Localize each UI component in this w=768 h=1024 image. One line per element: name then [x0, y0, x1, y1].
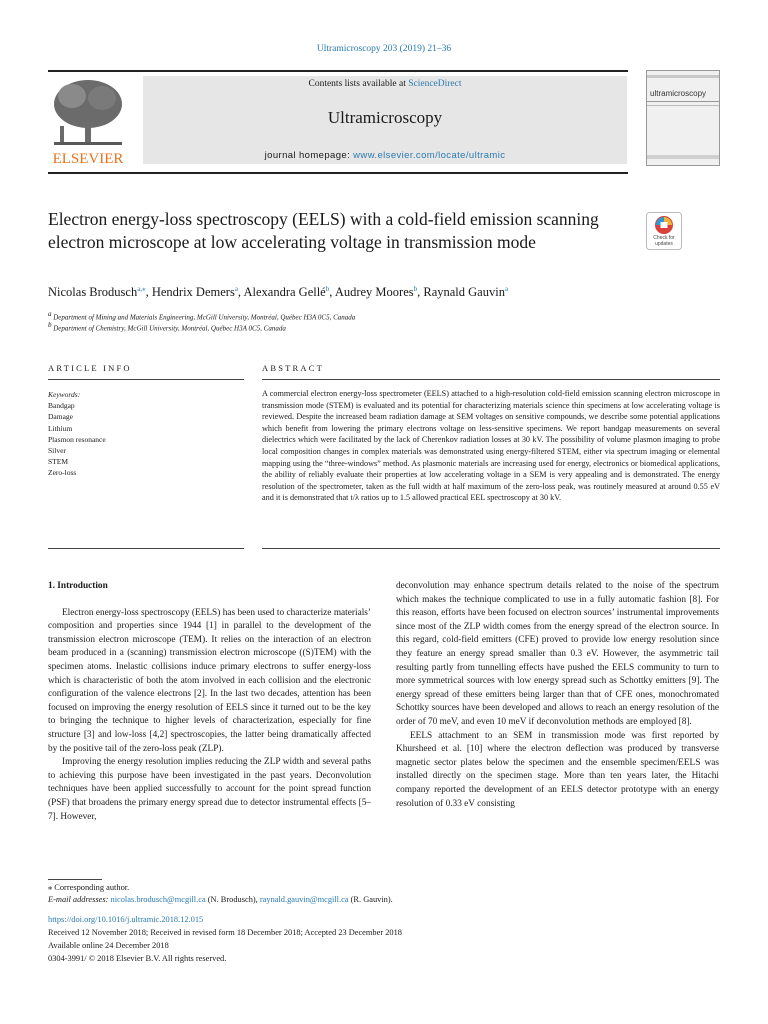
- journal-name[interactable]: Ultramicroscopy: [327, 108, 443, 127]
- affiliation: $^a$ Department of Mining and Materials Engineering, McGill University, Montréal, Québec H3A 0C5, Canada: [48, 310, 356, 322]
- cover-bar: [647, 155, 719, 159]
- abstract-text: A commercial electron energy-loss spectrometer (EELS) attached to a high-resolution cold-field emission scanning electron microscope in transmission mode (STEM) is evaluated and its potential for characterizing materials science thin specimens at low accelerating voltage is reviewed. Despite the increased beam radiation damage at SEM voltages on sensitive compounds, we describe some potential applications which benefit from lowering the primary electrons voltage on less-sensitive specimens. We report bandgap measurements on several dielectrics which were facilitated by the lack of Cherenkov radiation losses at 30 kV. The possibility of volume plasmon imaging to probe local composition changes in complex materials was demonstrated using energy-filtered STEM, either via spectrum imaging or elemental mapping using the “three-windows” method. As plasmonic materials are increasing used for energy, electronics or biomedical applications, the ability of reliably evaluate their properties at low accelerating voltage in a SEM is very appealing and is demonstrated. The energy resolution of the spectrometer, taken as the full width at half maximum of the zero-loss peak, was routinely measured at around 0.55 eV and it is demonstrated that t/λ ratios up to 1.5 allowed practical EEL spectroscopy at 30 kV.: [262, 389, 720, 503]
- homepage-link[interactable]: www.elsevier.com/locate/ultramic: [353, 150, 506, 161]
- affiliation: $^b$ Department of Chemistry, McGill University, Montréal, Québec H3A 0C5, Canada: [48, 321, 286, 333]
- sciencedirect-link[interactable]: ScienceDirect: [408, 79, 462, 89]
- abstract-heading: ABSTRACT: [262, 363, 324, 373]
- email-link[interactable]: nicolas.brodusch@mcgill.ca: [110, 895, 206, 904]
- cover-rule: [647, 105, 719, 106]
- corresponding-author-note: ⁎ Corresponding author.: [48, 883, 130, 892]
- body-right-column: [396, 580, 719, 811]
- author[interactable]: Nicolas Brodusch$^{a,⁎}$: [48, 285, 146, 300]
- elsevier-logo[interactable]: [48, 74, 128, 168]
- journal-citation-link[interactable]: Ultramicroscopy 203 (2019) 21–36: [316, 44, 452, 54]
- footnote-rule: [48, 879, 102, 880]
- keyword: Zero-loss: [48, 468, 77, 478]
- journal-homepage: [143, 150, 627, 161]
- author[interactable]: Audrey Moores$^b$: [334, 285, 418, 300]
- header-bottom-rule: [48, 172, 628, 174]
- keyword: Plasmon resonance: [48, 434, 106, 444]
- contents-line: [143, 79, 627, 89]
- keyword: STEM: [48, 457, 69, 467]
- divider: [262, 379, 720, 380]
- keyword: Bandgap: [48, 401, 75, 411]
- paragraph: EELS attachment to an SEM in transmission mode was first reported by Khursheed et al. [10] where the electron deflection was produced by transverse magnetic sector plates below the specimen and the ensemble specimen/EELS was installed directly on the specimen stage. More than ten years later, the Hitachi company reported the development of an EELS detector prototype with an energy resolution of 0.33 eV consisting: [396, 730, 719, 809]
- paragraph: Electron energy-loss spectroscopy (EELS) has been used to characterize materials’ composition and properties since 1944 [1] in parallel to the development of the transmission electron microscope (TEM). It relies on the interaction of an electron beam produced in a (scanning) transmission electron microscope ((S)TEM) with the specimen atoms. Inelastic collisions induce primary electrons to suffer energy-loss which is characteristic of both the atom involved in each collision and the electronic configuration of the valence electrons [2]. In the last two decades, attention has been focused on improving the energy resolution of EELS since it turned out to be the key to bringing the technique to higher levels of characterization, especially for fine structure [3] and low-loss [4,2] spectroscopies, the latter being dramatically affected by the positive tail of the zero-loss peak (ZLP).: [48, 607, 371, 754]
- elsevier-tree-icon: [48, 74, 128, 168]
- section-heading: 1. Introduction: [48, 581, 108, 591]
- doi-link[interactable]: https://doi.org/10.1016/j.ultramic.2018.12.015: [48, 915, 204, 924]
- keyword: Silver: [48, 446, 66, 456]
- publisher-logo-text: ELSEVIER: [52, 151, 124, 167]
- author[interactable]: Alexandra Gellé$^b$: [243, 285, 330, 300]
- keywords-block: [48, 389, 244, 479]
- homepage-prefix: journal homepage:: [264, 150, 354, 161]
- cover-rule: [647, 101, 719, 102]
- keyword: Damage: [48, 412, 73, 422]
- email-link[interactable]: raynald.gauvin@mcgill.ca: [259, 895, 349, 904]
- body-left-column: [48, 580, 371, 824]
- copyright: 0304-3991/ © 2018 Elsevier B.V. All rights reserved.: [48, 954, 227, 963]
- article-info-heading: ARTICLE INFO: [48, 363, 132, 373]
- header-top-rule: [48, 70, 628, 72]
- email-label: E-mail addresses:: [48, 895, 111, 904]
- keywords-label: Keywords:: [48, 390, 81, 399]
- divider: [48, 548, 244, 549]
- authors-line: Nicolas Brodusch$^{a,⁎}$, Hendrix Demers$^a$, Alexandra Gellé$^b$, Audrey Moores$^b$, Raynald Gauvin$^a$: [48, 285, 509, 300]
- keyword: Lithium: [48, 423, 73, 433]
- author[interactable]: Hendrix Demers$^a$: [151, 285, 238, 300]
- paragraph: Improving the energy resolution implies reducing the ZLP width and several paths to achieving this purpose have been investigated in the past years. Deconvolution techniques have been applied successfully to account for the point spread function (PSF) that broadens the primary energy spread due to detector instrumental effects [5–7]. However,: [48, 757, 371, 822]
- check-for-updates-badge[interactable]: [646, 212, 682, 250]
- journal-cover-thumbnail[interactable]: [646, 70, 720, 166]
- divider: [262, 548, 720, 549]
- divider: [48, 379, 244, 380]
- badge-text: Check for updates: [653, 235, 675, 247]
- received-dates: Received 12 November 2018; Received in revised form 18 December 2018; Accepted 23 December 2018: [48, 928, 402, 937]
- contents-prefix: Contents lists available at: [308, 79, 409, 89]
- cover-title: ultramicroscopy: [650, 89, 707, 98]
- paragraph: deconvolution may enhance spectrum details related to the noise of the spectrum which makes the technique complicated to use in a fully automatic fashion [8]. For this reason, efforts have been focused on electron sources’ instrumental improvements since most of the ZLP width comes from the energy spread of the electron source. In this regard, cold-field emitters (CFE) proved to provide low energy resolution since they feature an energy spread smaller than 0.3 eV. However, the asymmetric tail resulting partly from tunnelling effects have pushed the EELS community to turn to more symmetrical sources with low energy spread such as Schottky emitters [9]. The energy spread of these emitters being larger than that of CFE ones, monochromated Schottky sources have been developed and allows to reach an energy resolution of the order of 70 meV, and even 10 meV if deconvolution methods are employed [8].: [396, 581, 719, 727]
- email-note: E-mail addresses: nicolas.brodusch@mcgill.ca (N. Brodusch), raynald.gauvin@mcgill.ca (R. Gauvin).: [48, 895, 393, 904]
- article-title: Electron energy-loss spectroscopy (EELS) with a cold-field emission scanning electron microscope at low accelerating voltage in transmission mode: [48, 209, 599, 252]
- available-online: Available online 24 December 2018: [48, 941, 169, 950]
- author[interactable]: Raynald Gauvin$^a$: [423, 285, 509, 300]
- cover-bar: [647, 75, 719, 78]
